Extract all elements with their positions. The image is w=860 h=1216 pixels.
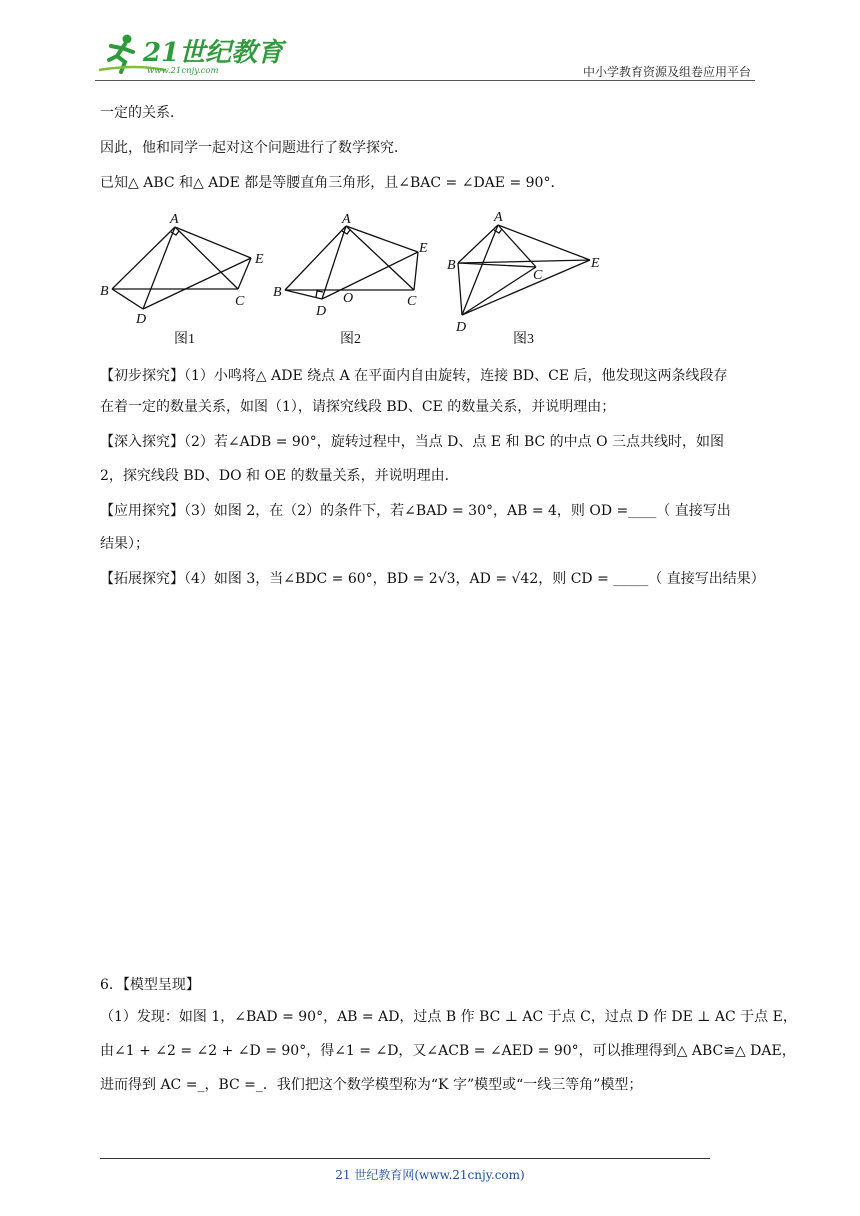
figure-2 <box>285 226 418 299</box>
question-2 <box>100 432 724 452</box>
point-label: D <box>456 320 467 335</box>
point-label: D <box>136 312 147 327</box>
question-tag: 【应用探究】 <box>100 503 184 519</box>
figure-caption: 图2 <box>340 332 361 347</box>
geometry-figures <box>98 205 618 350</box>
footer-divider <box>100 1158 710 1159</box>
platform-title: 中小学教育资源及组卷应用平台 <box>582 65 751 79</box>
point-label: A <box>342 212 351 227</box>
intro-line: 一定的关系． <box>100 105 184 121</box>
point-label: B <box>100 284 109 299</box>
question-text: （4）如图 3，当∠BDC = 60°，BD = 2√3，AD = √42，则 CD = _____（ 直接写出结果） <box>184 571 765 587</box>
question-text: 在着一定的数量关系，如图（1），请探究线段 BD、CE 的数量关系，并说明理由； <box>100 399 616 415</box>
point-label: D <box>316 304 327 319</box>
figure-3 <box>458 225 590 315</box>
question-tag: 【深入探究】 <box>100 434 184 450</box>
point-label: E <box>255 252 264 267</box>
q6-line: 由∠1 + ∠2 = ∠2 + ∠D = 90°，得∠1 = ∠D，又∠ACB = ∠AED = 90°，可以推理得到△ ABC≌△ DAE， <box>100 1043 796 1059</box>
question-3 <box>100 501 731 521</box>
question-1 <box>100 366 727 386</box>
question-text: （3）如图 2，在（2）的条件下，若∠BAD = 30°，AB = 4，则 OD =____（ 直接写出 <box>184 503 731 519</box>
question-4 <box>100 569 765 589</box>
intro-line: 因此，他和同学一起对这个问题进行了数学探究． <box>100 140 408 156</box>
point-label: C <box>533 268 543 283</box>
point-label: E <box>419 241 428 256</box>
figure-caption: 图1 <box>174 332 195 347</box>
point-label: A <box>494 210 503 225</box>
question-tag: 【初步探究】 <box>100 368 184 384</box>
point-label: C <box>235 294 245 309</box>
q6-title: 6．【模型呈现】 <box>100 977 200 993</box>
question-text: （1）小鸣将△ ADE 绕点 A 在平面内自由旋转，连接 BD、CE 后，他发现这两条线段存 <box>184 368 728 384</box>
question-text: 2，探究线段 BD、DO 和 OE 的数量关系，并说明理由． <box>100 468 459 484</box>
point-label: B <box>273 285 282 300</box>
point-label: A <box>170 212 179 227</box>
logo-21cnjy <box>95 30 284 76</box>
point-label: E <box>591 256 600 271</box>
logo-url: www.21cnjy.com <box>147 66 219 76</box>
point-label: O <box>343 291 354 306</box>
footer-link[interactable]: 21 世纪教育网(www.21cnjy.com) <box>335 1168 525 1182</box>
question-text: 结果）； <box>100 536 149 552</box>
question-tag: 【拓展探究】 <box>100 571 184 587</box>
point-label: B <box>447 258 456 273</box>
logo-text: 21世纪教育 <box>143 38 284 68</box>
figure-1 <box>112 227 251 309</box>
intro-line: 已知△ ABC 和△ ADE 都是等腰直角三角形，且∠BAC = ∠DAE = 90°． <box>100 175 565 191</box>
q6-line: （1）发现：如图 1，∠BAD = 90°，AB = AD，过点 B 作 BC ⊥ AC 于点 C，过点 D 作 DE ⊥ AC 于点 E， <box>100 1009 797 1025</box>
question-text: （2）若∠ADB = 90°，旋转过程中，当点 D、点 E 和 BC 的中点 O 三点共线时，如图 <box>184 434 725 450</box>
header-divider <box>95 80 755 81</box>
figures-svg <box>98 205 618 350</box>
point-label: C <box>407 294 417 309</box>
figure-caption: 图3 <box>513 332 534 347</box>
page-header <box>95 30 755 82</box>
q6-line: 进而得到 AC =_，BC =_．我们把这个数学模型称为“K 字”模型或“一线三等角”模型； <box>100 1077 643 1093</box>
